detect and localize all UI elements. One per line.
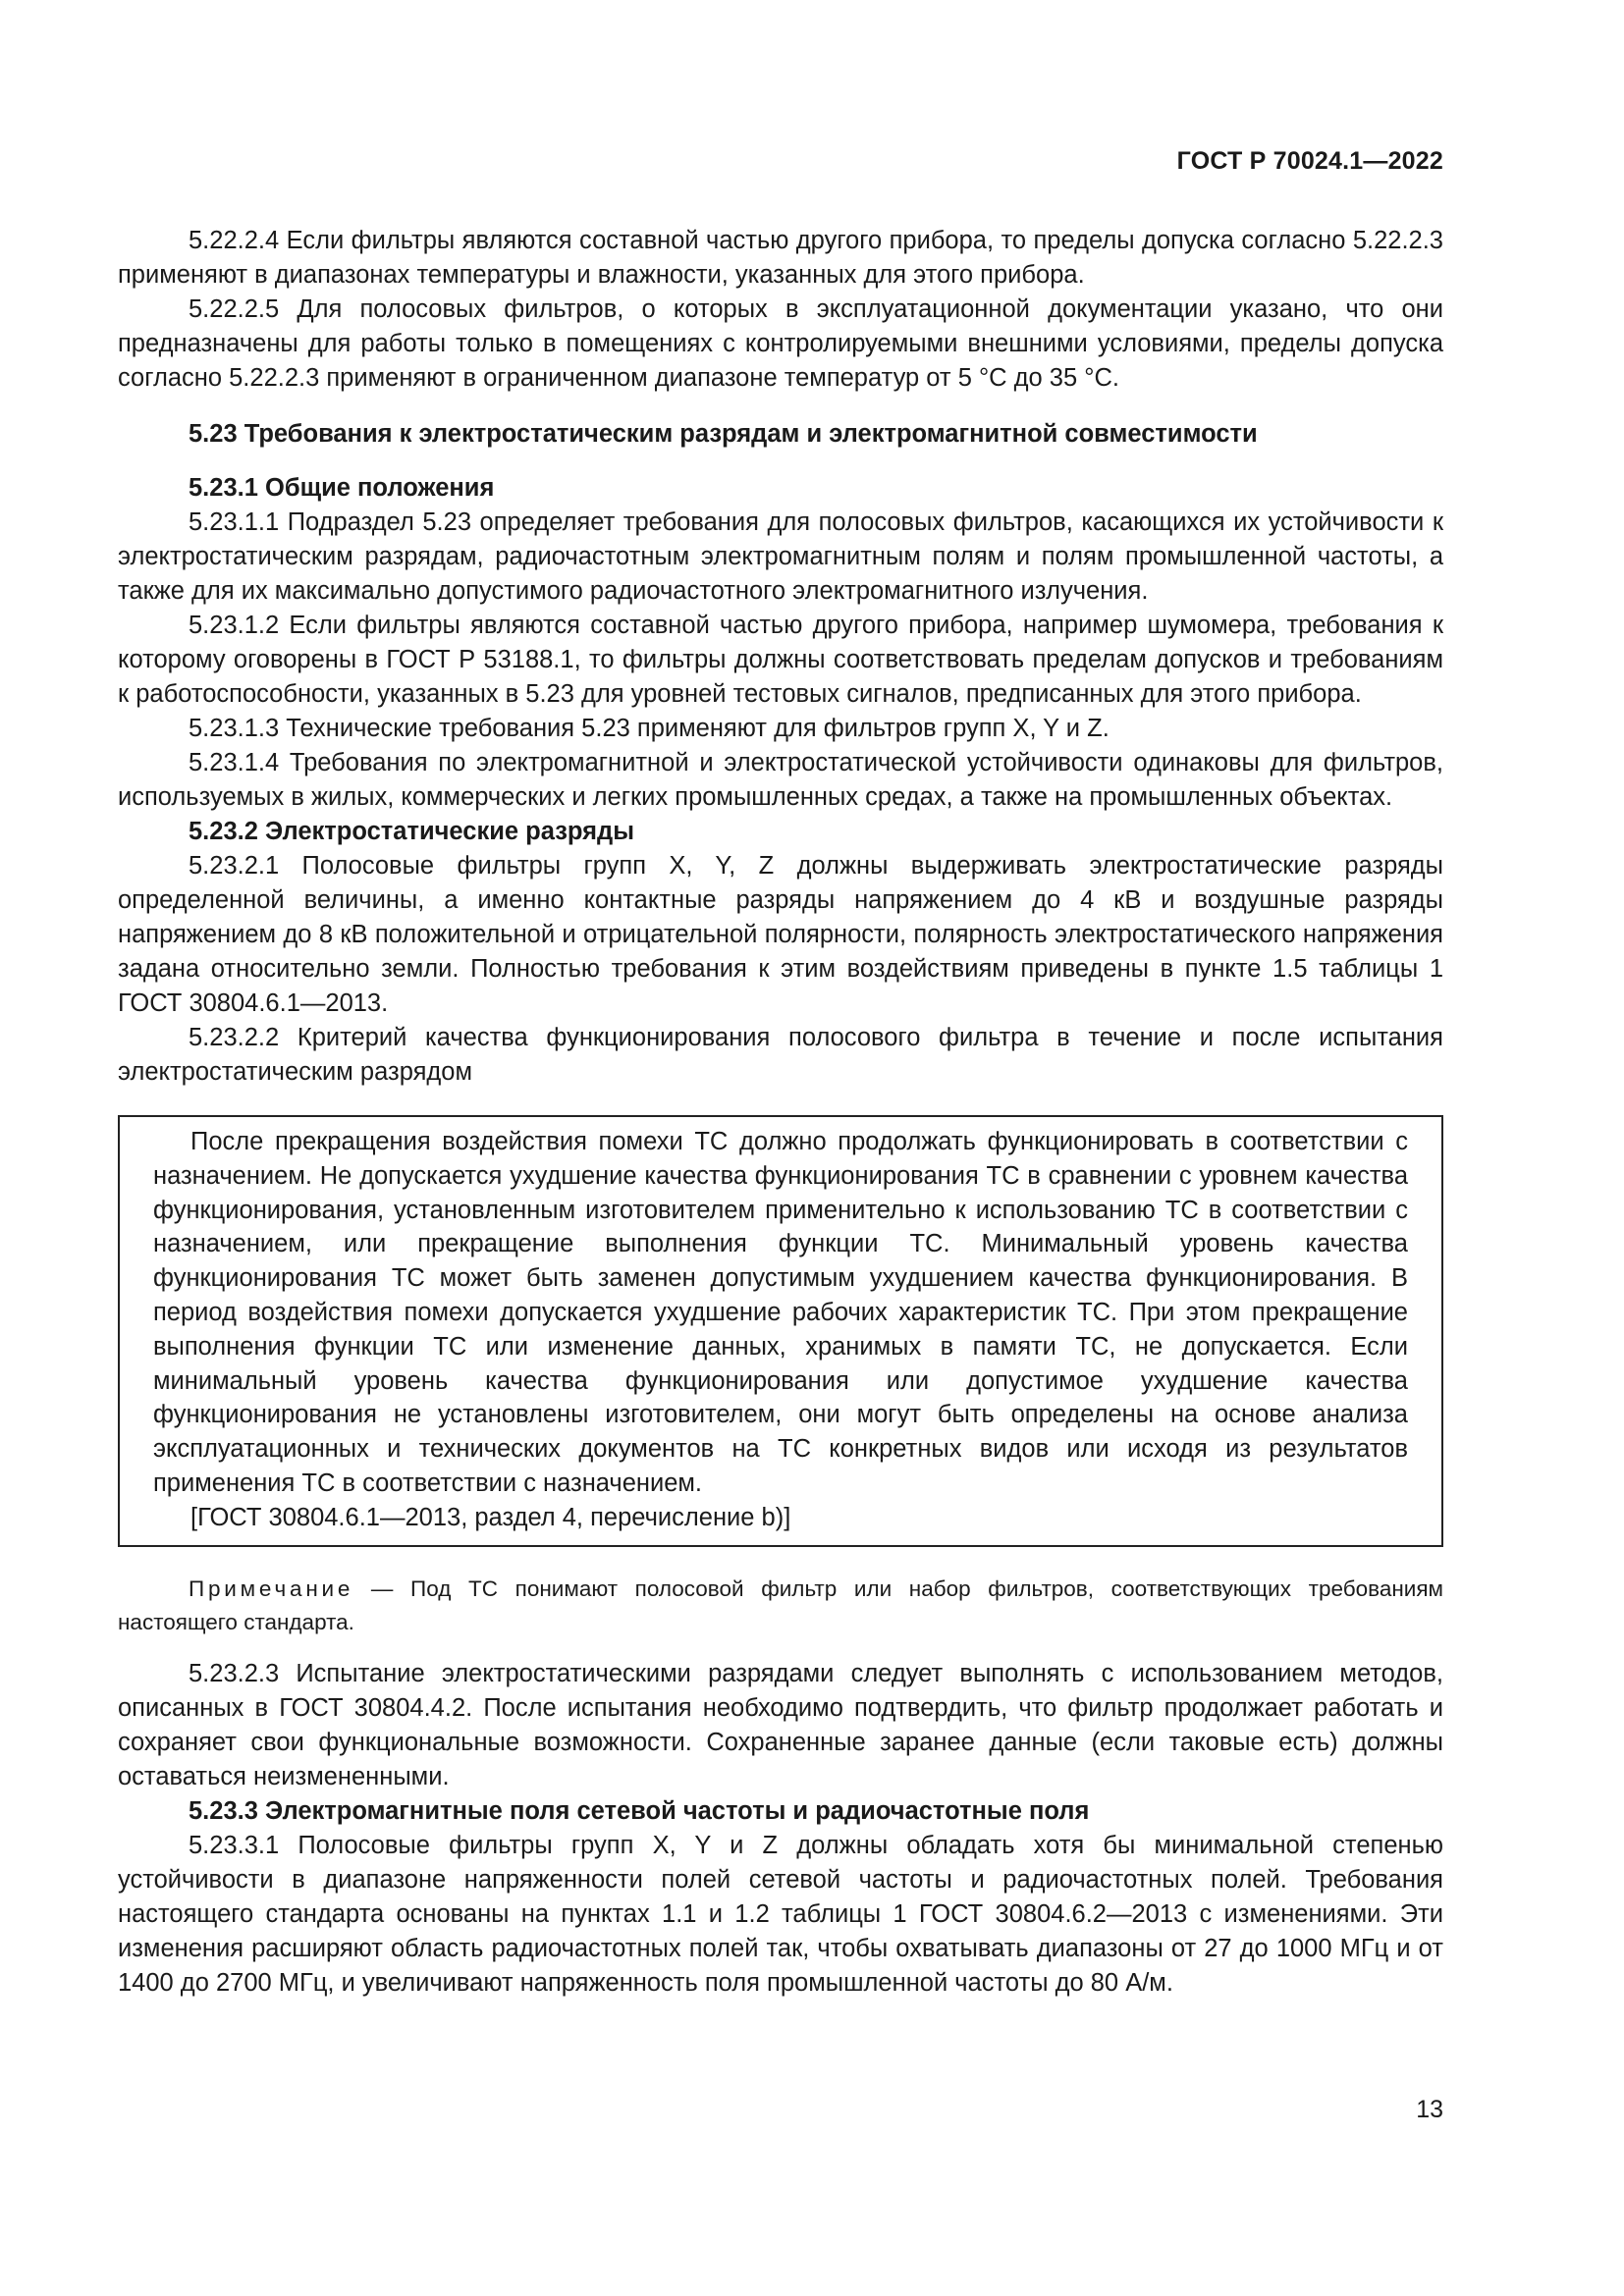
paragraph-5-23-1-4: 5.23.1.4 Требования по электромагнитной и электростатической устойчивости одинаковы для фильтров, используемых в жилых, коммерческих и легких промышленных средах, а также на промышленных объектах. <box>118 749 1443 811</box>
paragraph-5-23-3-1: 5.23.3.1 Полосовые фильтры групп X, Y и Z должны обладать хотя бы минимальной степенью устойчивости в диапазоне напряженности полей сетевой частоты и радиочастотных полей. Требования настоящего стандарта основаны на пунктах 1.1 и 1.2 таблицы 1 ГОСТ 30804.6.2—2013 с изменениями. Эти изменения расширяют область радиочастотных полей так, чтобы охватывать диапазоны от 27 до 1000 МГц и от 1400 до 2700 МГц, и увеличивают напряженность поля промышленной частоты до 80 А/м. <box>118 1831 1443 1997</box>
paragraph-5-22-2-4: 5.22.2.4 Если фильтры являются составной частью другого прибора, то пределы допуска согласно 5.22.2.3 применяют в диапазонах температуры и влажности, указанных для этого прибора. <box>118 227 1443 289</box>
note <box>118 1573 1443 1639</box>
note-label: Примечание <box>189 1575 354 1601</box>
subsection-heading-5-23-3: 5.23.3 Электромагнитные поля сетевой частоты и радиочастотные поля <box>189 1796 1090 1825</box>
quote-box <box>118 1115 1443 1547</box>
paragraph-5-22-2-5: 5.22.2.5 Для полосовых фильтров, о которых в эксплуатационной документации указано, что они предназначены для работы только в помещениях с контролируемыми внешними условиями, пределы допуска согласно 5.22.2.3 применяют в ограниченном диапазоне температур от 5 °C до 35 °C. <box>118 295 1443 392</box>
quote-reference: [ГОСТ 30804.6.1—2013, раздел 4, перечисление b)] <box>190 1503 791 1531</box>
subsection-heading-5-23-2: 5.23.2 Электростатические разряды <box>189 818 634 845</box>
paragraph-5-23-1-2: 5.23.1.2 Если фильтры являются составной частью другого прибора, например шумомера, требования к которому оговорены в ГОСТ Р 53188.1, то фильтры должны соответствовать пределам допусков и требованиям к работоспособности, указанных в 5.23 для уровней тестовых сигналов, предписанных для этого прибора. <box>118 612 1443 708</box>
paragraph-5-23-2-3: 5.23.2.3 Испытание электростатическими разрядами следует выполнять с использованием методов, описанных в ГОСТ 30804.4.2. После испытания необходимо подтвердить, что фильтр продолжает работать и сохраняет свои функциональные возможности. Сохраненные заранее данные (если таковые есть) должны оставаться неизмененными. <box>118 1659 1443 1790</box>
section-heading-5-23: 5.23 Требования к электростатическим разрядам и электромагнитной совместимости <box>189 420 1258 448</box>
document-header: ГОСТ Р 70024.1—2022 <box>1176 147 1443 175</box>
page-number: 13 <box>1416 2096 1443 2123</box>
subsection-heading-5-23-1: 5.23.1 Общие положения <box>189 474 495 502</box>
paragraph-5-23-1-1: 5.23.1.1 Подраздел 5.23 определяет требования для полосовых фильтров, касающихся их устойчивости к электростатическим разрядам, радиочастотным электромагнитным полям и полям промышленной частоты, а также для их максимально допустимого радиочастотного электромагнитного излучения. <box>118 508 1443 605</box>
quote-text: После прекращения воздействия помехи ТС должно продолжать функционировать в соответствии с назначением. Не допускается ухудшение качества функционирования ТС в сравнении с уровнем качества функционирования, установленным изготовителем применительно к использованию ТС в соответствии с назначением, или прекращение выполнения функции ТС. Минимальный уровень качества функционирования ТС может быть заменен допустимым ухудшением качества функционирования. В период воздействия помехи допускается ухудшение рабочих характеристик ТС. При этом прекращение выполнения функции ТС или изменение данных, хранимых в памяти ТС, не допускается. Если минимальный уровень качества функционирования или допустимое ухудшение качества функционирования не установлены изготовителем, они могут быть определены на основе анализа эксплуатационных и технических документов на ТС конкретных видов или исходя из результатов применения ТС в соответствии с назначением. <box>153 1128 1408 1497</box>
note-text: — Под ТС понимают полосовой фильтр или набор фильтров, соответствующих требованиям настоящего стандарта. <box>118 1575 1443 1634</box>
paragraph-5-23-2-1: 5.23.2.1 Полосовые фильтры групп X, Y, Z должны выдерживать электростатические разряды определенной величины, а именно контактные разряды напряжением до 4 кВ и воздушные разряды напряжением до 8 кВ положительной и отрицательной полярности, полярность электростатического напряжения задана относительно земли. Полностью требования к этим воздействиям приведены в пункте 1.5 таблицы 1 ГОСТ 30804.6.1—2013. <box>118 852 1443 1017</box>
paragraph-5-23-1-3: 5.23.1.3 Технические требования 5.23 применяют для фильтров групп X, Y и Z. <box>189 715 1110 742</box>
paragraph-5-23-2-2: 5.23.2.2 Критерий качества функционирования полосового фильтра в течение и после испытания электростатическим разрядом <box>118 1024 1443 1086</box>
document-body <box>118 224 1443 2001</box>
